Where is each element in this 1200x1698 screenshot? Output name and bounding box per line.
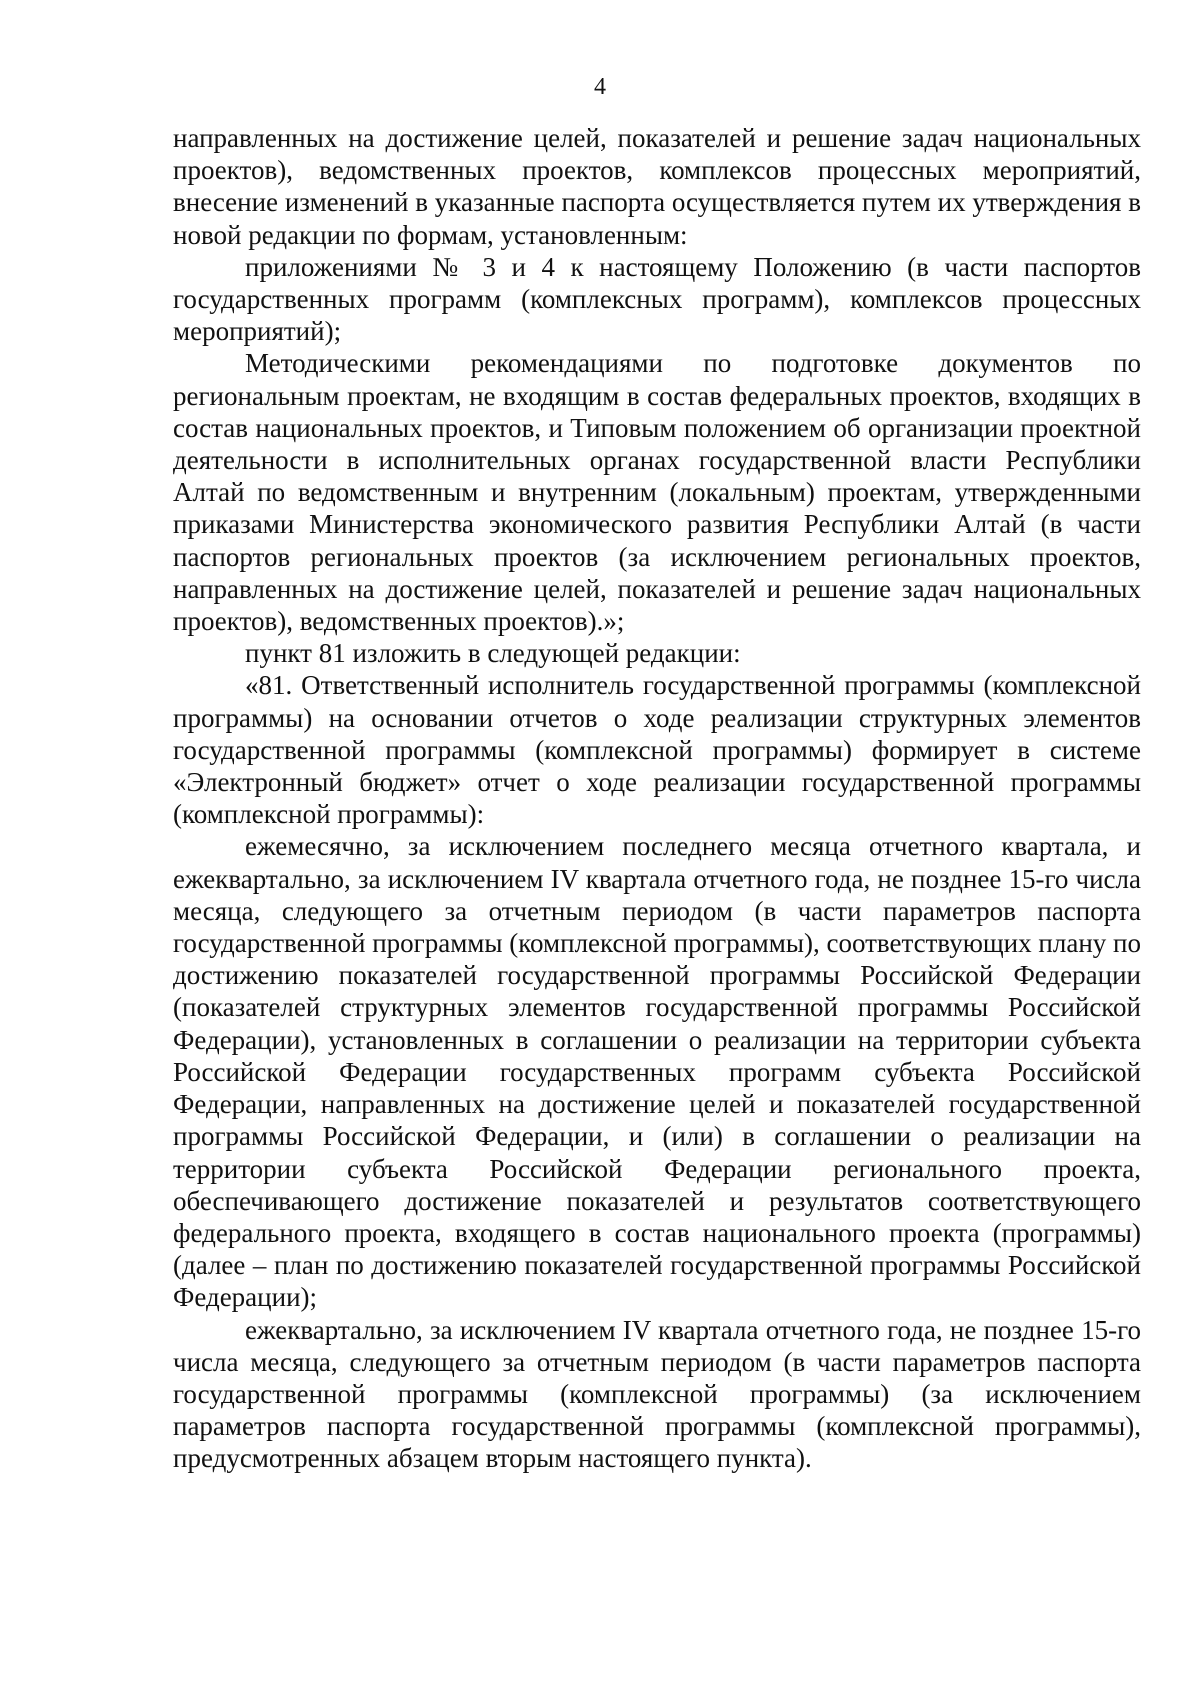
paragraph-point-81: «81. Ответственный исполнитель государственной программы (комплексной программы) на основании отчетов о ходе реализации структурных элементов государственной программы (комплексной программы) формирует в системе «Электронный бюджет» отчет о ходе реализации государственной программы (комплексной программы): (173, 670, 1141, 830)
document-body (173, 122, 1141, 1475)
paragraph-monthly-report: ежемесячно, за исключением последнего месяца отчетного квартала, и ежеквартально, за исключением IV квартала отчетного года, не позднее 15-го числа месяца, следующего за отчетным периодом (в части параметров паспорта государственной программы (комплексной программы), соответствующих плану по достижению показателей государственной программы Российской Федерации (показателей структурных элементов государственной программы Российской Федерации), установленных в соглашении о реализации на территории субъекта Российской Федерации государственных программ субъекта Российской Федерации, направленных на достижение целей и показателей государственной программы Российской Федерации, и (или) в соглашении о реализации на территории субъекта Российской Федерации регионального проекта, обеспечивающего достижение показателей и результатов соответствующего федерального проекта, входящего в состав национального проекта (программы) (далее – план по достижению показателей государственной программы Российской Федерации); (173, 831, 1141, 1313)
paragraph-quarterly-report: ежеквартально, за исключением IV квартала отчетного года, не позднее 15-го числа месяца, следующего за отчетным периодом (в части параметров паспорта государственной программы (комплексной программы) (за исключением параметров паспорта государственной программы (комплексной программы), предусмотренных абзацем вторым настоящего пункта). (173, 1314, 1141, 1474)
page-number: 4 (594, 74, 606, 100)
paragraph-continuation: направленных на достижение целей, показателей и решение задач национальных проектов), ведомственных проектов, комплексов процессных мероприятий, внесение изменений в указанные паспорта осуществляется путем их утверждения в новой редакции по формам, установленным: (173, 123, 1141, 250)
paragraph-amend-point-81: пункт 81 изложить в следующей редакции: (245, 638, 741, 669)
paragraph-methodical-recommendations: Методическими рекомендациями по подготовке документов по региональным проектам, не входящим в состав федеральных проектов, входящих в состав национальных проектов, и Типовым положением об организации проектной деятельности в исполнительных органах государственной власти Республики Алтай по ведомственным и внутренним (локальным) проектам, утвержденными приказами Министерства экономического развития Республики Алтай (в части паспортов региональных проектов (за исключением региональных проектов, направленных на достижение целей, показателей и решение задач национальных проектов), ведомственных проектов).»; (173, 348, 1141, 637)
paragraph-appendix-forms: приложениями № 3 и 4 к настоящему Положению (в части паспортов государственных программ (комплексных программ), комплексов процессных мероприятий); (173, 251, 1141, 347)
